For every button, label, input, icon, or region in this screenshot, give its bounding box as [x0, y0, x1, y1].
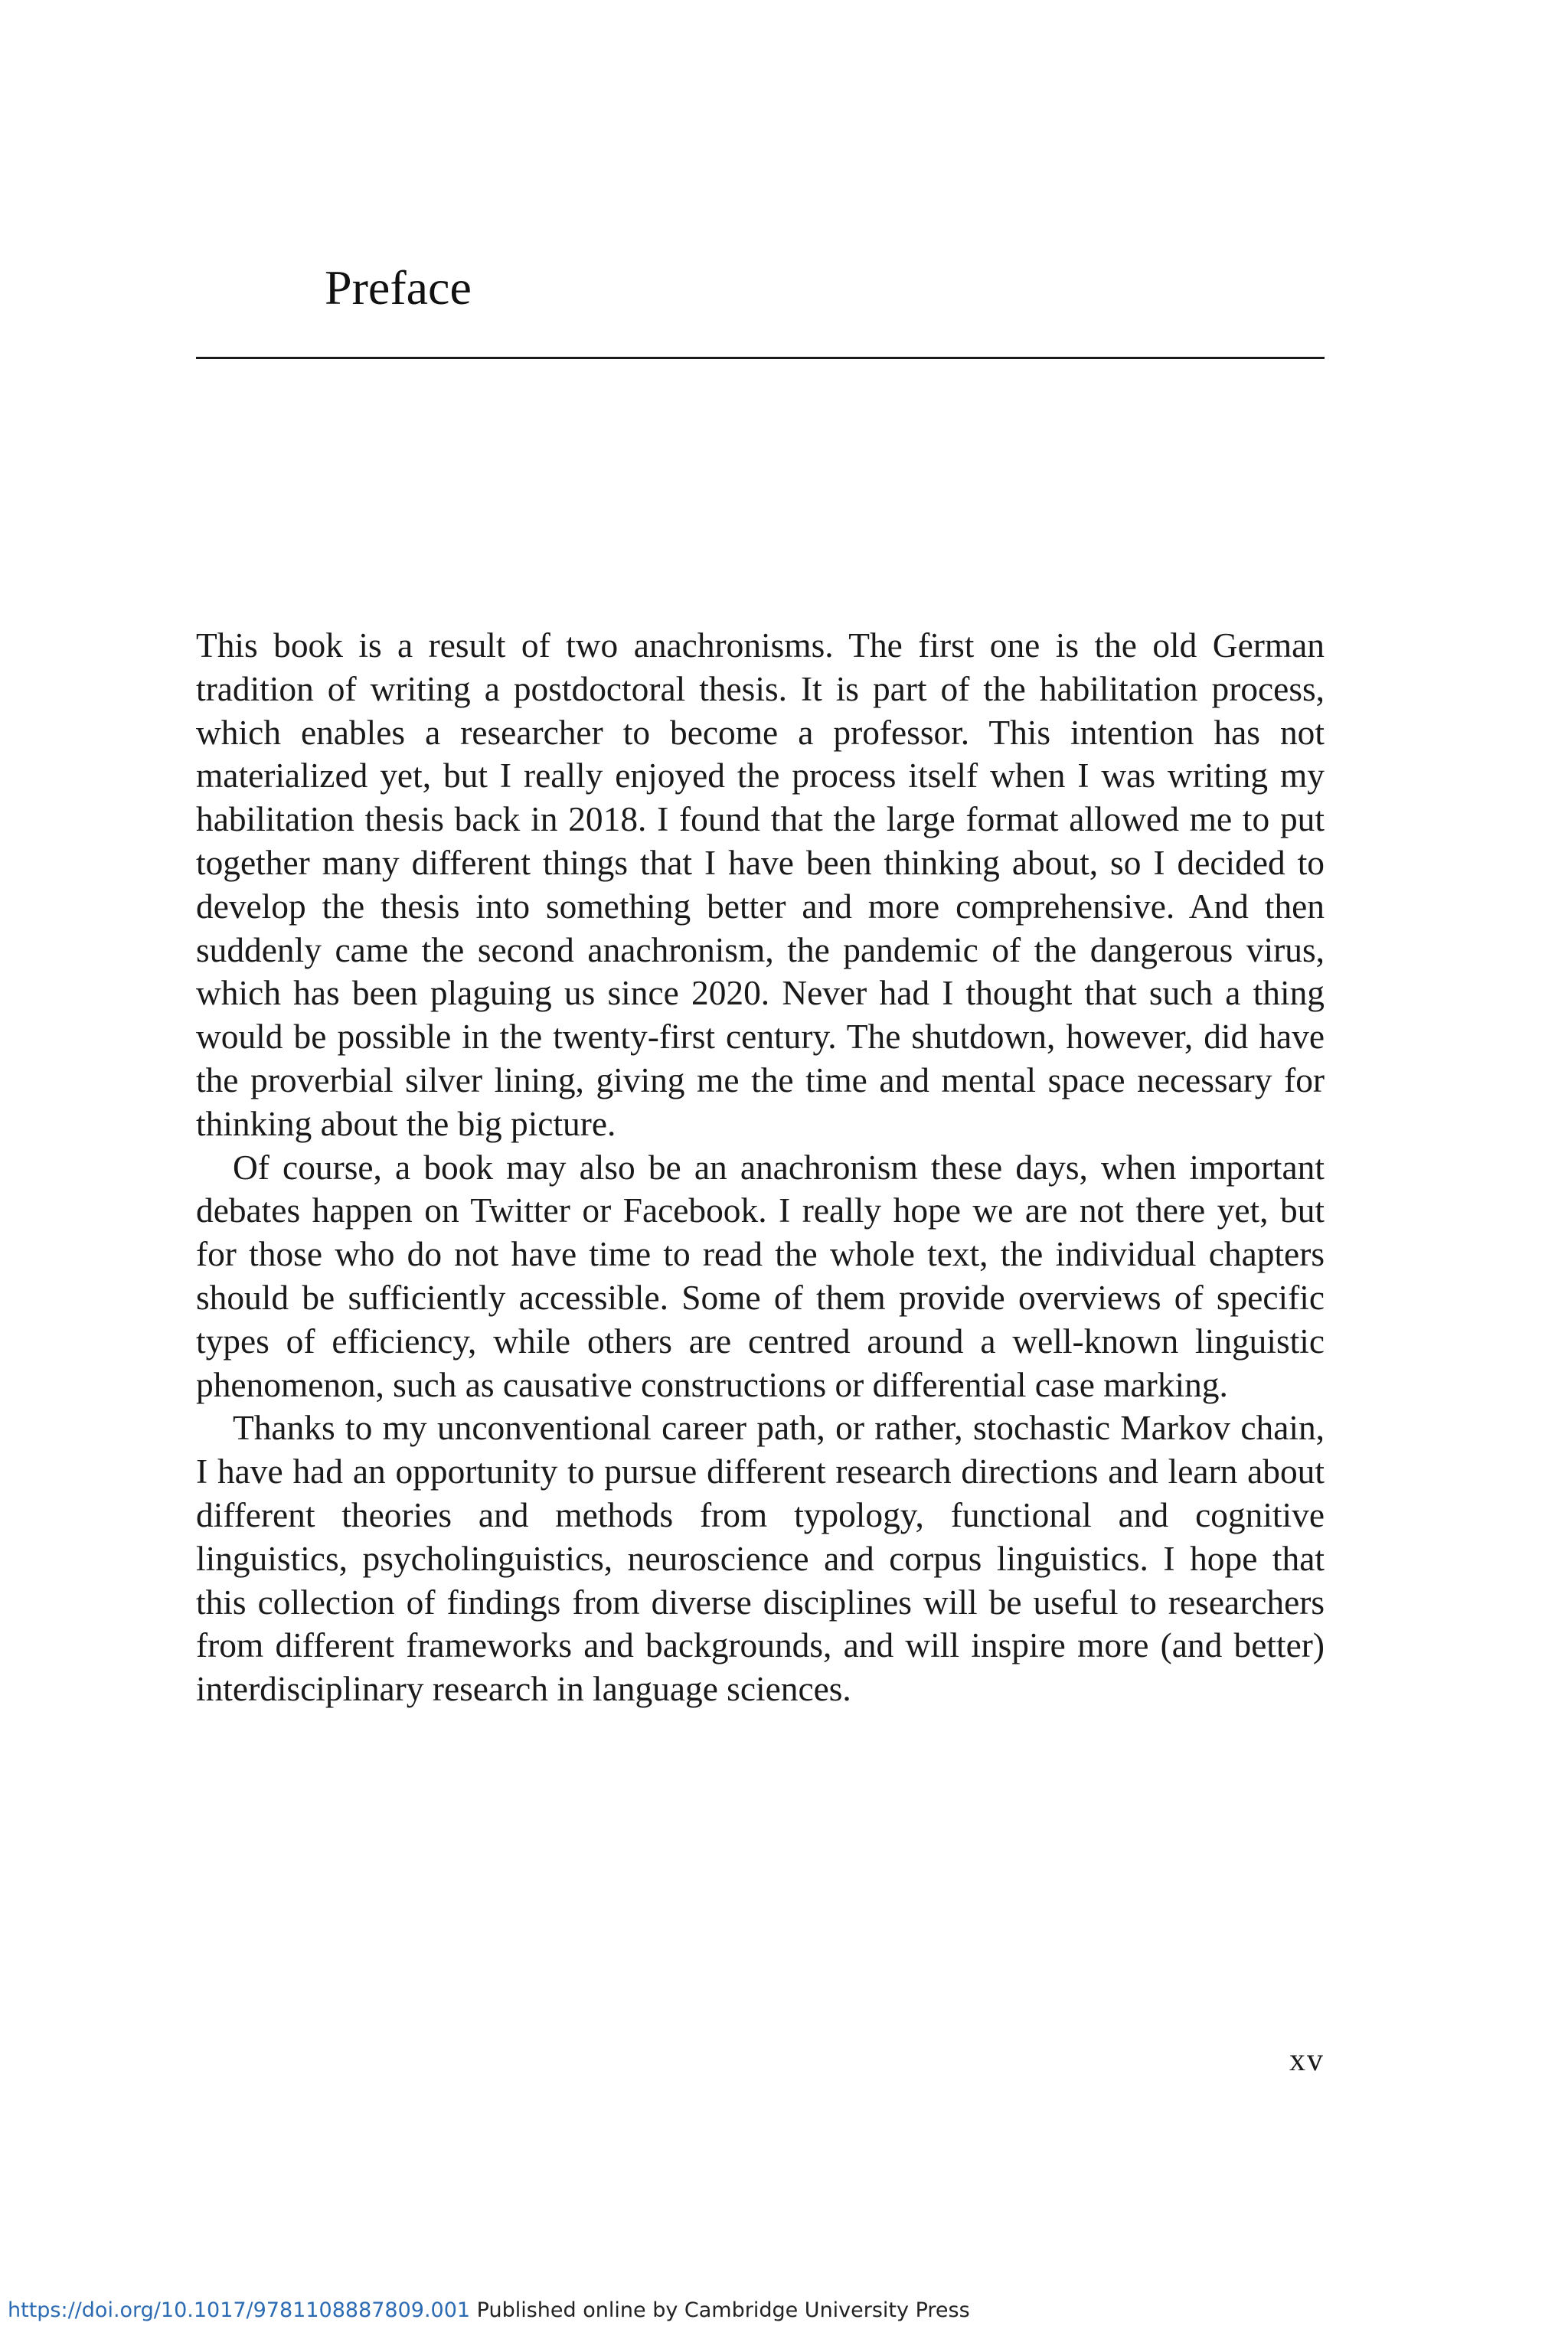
- chapter-title: Preface: [325, 260, 472, 315]
- doi-link[interactable]: https://doi.org/10.1017/9781108887809.001: [8, 2298, 471, 2322]
- page-number: xv: [1289, 2043, 1325, 2078]
- paragraph-3: Thanks to my unconventional career path, or rather, stochastic Markov chain, I have had an opportunity to pursue different research directions and learn about different theories and methods from typology, functional and cognitive linguistics, psycholinguistics, neuroscience and corpus linguistics. I hope that this collection of findings from diverse disciplines will be useful to researchers from different frameworks and backgrounds, and will inspire more (and better) interdisciplinary research in language sciences.: [196, 1409, 1325, 1709]
- paragraph-2: Of course, a book may also be an anachronism these days, when important debates happen on Twitter or Facebook. I really hope we are not there yet, but for those who do not have time to read the whole text, the individual chapters should be sufficiently accessible. Some of them provide overviews of specific types of efficiency, while others are centred around a well-known linguistic phenomenon, such as causative constructions or differential case marking.: [196, 1148, 1325, 1404]
- title-rule: [196, 357, 1325, 359]
- publisher-note: Published online by Cambridge University Press: [470, 2298, 970, 2322]
- preface-body: [196, 624, 1325, 1711]
- paragraph-1: This book is a result of two anachronisms. The first one is the old German tradition of writing a postdoctoral thesis. It is part of the habilitation process, which enables a researcher to become a professor. This intention has not materialized yet, but I really enjoyed the process itself when I was writing my habilitation thesis back in 2018. I found that the large format allowed me to put together many different things that I have been thinking about, so I decided to develop the thesis into something better and more comprehensive. And then suddenly came the second anachronism, the pandemic of the dangerous virus, which has been plaguing us since 2020. Never had I thought that such a thing would be possible in the twenty-first century. The shutdown, however, did have the proverbial silver lining, giving me the time and mental space necessary for thinking about the big picture.: [196, 626, 1325, 1143]
- footer-citation: [8, 2298, 970, 2323]
